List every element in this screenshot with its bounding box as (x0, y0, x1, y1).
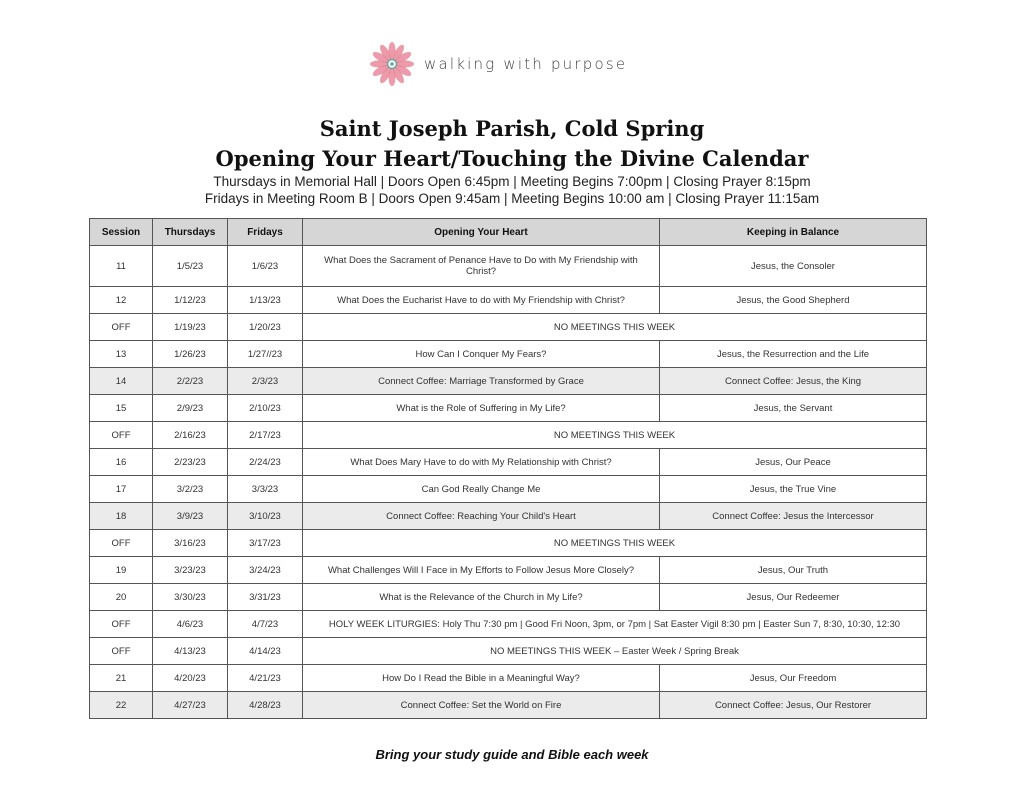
thursday-date-cell: 2/2/23 (153, 368, 228, 395)
table-row (90, 422, 927, 449)
no-meeting-cell: NO MEETINGS THIS WEEK (303, 530, 927, 557)
logo (368, 40, 627, 88)
friday-date-cell: 4/14/23 (228, 638, 303, 665)
session-cell: 17 (90, 476, 153, 503)
table-row (90, 530, 927, 557)
keeping-in-balance-cell: Jesus, Our Freedom (660, 665, 927, 692)
friday-date-cell: 3/31/23 (228, 584, 303, 611)
table-row (90, 665, 927, 692)
friday-date-cell: 1/6/23 (228, 246, 303, 287)
keeping-in-balance-cell: Jesus, the Good Shepherd (660, 287, 927, 314)
friday-date-cell: 3/10/23 (228, 503, 303, 530)
session-cell: 12 (90, 287, 153, 314)
friday-date-cell: 1/27//23 (228, 341, 303, 368)
opening-your-heart-cell: How Can I Conquer My Fears? (303, 341, 660, 368)
opening-your-heart-cell: Can God Really Change Me (303, 476, 660, 503)
keeping-in-balance-cell: Jesus, the Servant (660, 395, 927, 422)
thursday-date-cell: 1/12/23 (153, 287, 228, 314)
no-meeting-cell: NO MEETINGS THIS WEEK (303, 314, 927, 341)
table-row (90, 246, 927, 287)
table-header-row (90, 219, 927, 246)
opening-your-heart-cell: Connect Coffee: Reaching Your Child's Heart (303, 503, 660, 530)
friday-date-cell: 2/3/23 (228, 368, 303, 395)
friday-date-cell: 1/20/23 (228, 314, 303, 341)
no-meeting-cell: HOLY WEEK LITURGIES: Holy Thu 7:30 pm | Good Fri Noon, 3pm, or 7pm | Sat Easter Vigil 8:30 pm | Easter Sun 7, 8:30, 10:30, 12:30 (303, 611, 927, 638)
thursday-date-cell: 2/9/23 (153, 395, 228, 422)
session-cell: 16 (90, 449, 153, 476)
friday-date-cell: 4/28/23 (228, 692, 303, 719)
table-row (90, 449, 927, 476)
opening-your-heart-cell: Connect Coffee: Set the World on Fire (303, 692, 660, 719)
opening-your-heart-cell: What Does the Eucharist Have to do with My Friendship with Christ? (303, 287, 660, 314)
thursday-date-cell: 2/23/23 (153, 449, 228, 476)
thursday-date-cell: 3/23/23 (153, 557, 228, 584)
thursday-date-cell: 3/9/23 (153, 503, 228, 530)
thursday-date-cell: 4/20/23 (153, 665, 228, 692)
thursday-date-cell: 1/26/23 (153, 341, 228, 368)
session-cell: 19 (90, 557, 153, 584)
friday-date-cell: 2/24/23 (228, 449, 303, 476)
calendar-title: Opening Your Heart/Touching the Divine Calendar (215, 146, 809, 171)
opening-your-heart-cell: What Does Mary Have to do with My Relationship with Christ? (303, 449, 660, 476)
opening-your-heart-cell: What is the Role of Suffering in My Life? (303, 395, 660, 422)
keeping-in-balance-cell: Jesus, the True Vine (660, 476, 927, 503)
friday-date-cell: 2/17/23 (228, 422, 303, 449)
opening-your-heart-cell: How Do I Read the Bible in a Meaningful Way? (303, 665, 660, 692)
header-opening-your-heart: Opening Your Heart (303, 219, 660, 246)
keeping-in-balance-cell: Jesus, Our Peace (660, 449, 927, 476)
keeping-in-balance-cell: Jesus, Our Truth (660, 557, 927, 584)
keeping-in-balance-cell: Jesus, Our Redeemer (660, 584, 927, 611)
header-fridays: Fridays (228, 219, 303, 246)
table-row (90, 287, 927, 314)
header-session: Session (90, 219, 153, 246)
table-row (90, 341, 927, 368)
table-row (90, 638, 927, 665)
thursday-date-cell: 4/6/23 (153, 611, 228, 638)
session-cell: OFF (90, 530, 153, 557)
thursday-date-cell: 1/19/23 (153, 314, 228, 341)
table-row (90, 395, 927, 422)
header-keeping-in-balance: Keeping in Balance (660, 219, 927, 246)
session-cell: 15 (90, 395, 153, 422)
session-cell: 22 (90, 692, 153, 719)
session-cell: 13 (90, 341, 153, 368)
session-cell: OFF (90, 638, 153, 665)
session-cell: OFF (90, 422, 153, 449)
keeping-in-balance-cell: Connect Coffee: Jesus, the King (660, 368, 927, 395)
flower-logo-icon (368, 40, 416, 88)
friday-schedule: Fridays in Meeting Room B | Doors Open 9:45am | Meeting Begins 10:00 am | Closing Prayer 11:15am (204, 191, 820, 206)
table-row (90, 692, 927, 719)
opening-your-heart-cell: What Challenges Will I Face in My Efforts to Follow Jesus More Closely? (303, 557, 660, 584)
table-row (90, 557, 927, 584)
no-meeting-cell: NO MEETINGS THIS WEEK (303, 422, 927, 449)
friday-date-cell: 4/7/23 (228, 611, 303, 638)
session-cell: 21 (90, 665, 153, 692)
table-row (90, 476, 927, 503)
calendar-table (89, 218, 927, 719)
thursday-date-cell: 3/16/23 (153, 530, 228, 557)
session-cell: 14 (90, 368, 153, 395)
friday-date-cell: 4/21/23 (228, 665, 303, 692)
friday-date-cell: 3/17/23 (228, 530, 303, 557)
session-cell: 11 (90, 246, 153, 287)
thursday-date-cell: 3/30/23 (153, 584, 228, 611)
friday-date-cell: 2/10/23 (228, 395, 303, 422)
session-cell: OFF (90, 611, 153, 638)
thursday-schedule: Thursdays in Memorial Hall | Doors Open 6:45pm | Meeting Begins 7:00pm | Closing Prayer 8:15pm (213, 174, 811, 189)
session-cell: 18 (90, 503, 153, 530)
table-row (90, 314, 927, 341)
parish-title: Saint Joseph Parish, Cold Spring (319, 116, 705, 141)
session-cell: OFF (90, 314, 153, 341)
table-row (90, 611, 927, 638)
keeping-in-balance-cell: Jesus, the Resurrection and the Life (660, 341, 927, 368)
table-row (90, 503, 927, 530)
session-cell: 20 (90, 584, 153, 611)
friday-date-cell: 1/13/23 (228, 287, 303, 314)
keeping-in-balance-cell: Connect Coffee: Jesus the Intercessor (660, 503, 927, 530)
no-meeting-cell: NO MEETINGS THIS WEEK – Easter Week / Spring Break (303, 638, 927, 665)
keeping-in-balance-cell: Jesus, the Consoler (660, 246, 927, 287)
friday-date-cell: 3/3/23 (228, 476, 303, 503)
opening-your-heart-cell: What Does the Sacrament of Penance Have to Do with My Friendship with Christ? (303, 246, 660, 287)
table-row (90, 368, 927, 395)
opening-your-heart-cell: What is the Relevance of the Church in My Life? (303, 584, 660, 611)
header-thursdays: Thursdays (153, 219, 228, 246)
footer-note: Bring your study guide and Bible each week (375, 747, 649, 762)
thursday-date-cell: 4/13/23 (153, 638, 228, 665)
table-row (90, 584, 927, 611)
thursday-date-cell: 3/2/23 (153, 476, 228, 503)
friday-date-cell: 3/24/23 (228, 557, 303, 584)
thursday-date-cell: 2/16/23 (153, 422, 228, 449)
keeping-in-balance-cell: Connect Coffee: Jesus, Our Restorer (660, 692, 927, 719)
thursday-date-cell: 4/27/23 (153, 692, 228, 719)
opening-your-heart-cell: Connect Coffee: Marriage Transformed by Grace (303, 368, 660, 395)
logo-text: walking with purpose (424, 55, 628, 73)
thursday-date-cell: 1/5/23 (153, 246, 228, 287)
